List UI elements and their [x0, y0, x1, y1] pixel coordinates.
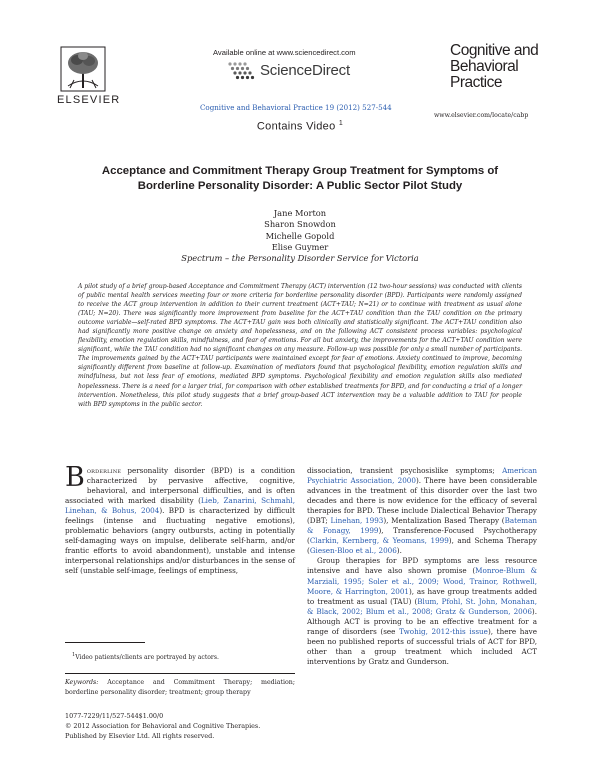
- footnote-divider: [65, 642, 145, 643]
- footnote-text: Video patients/clients are portrayed by actors.: [75, 654, 219, 662]
- smallcaps-text: orderline: [86, 466, 122, 475]
- body-paragraph: [307, 466, 537, 556]
- elsevier-wordmark: ELSEVIER: [57, 94, 121, 106]
- author-name: Michelle Gopold: [265, 230, 335, 241]
- journal-logo-line-2: Behavioral: [450, 58, 519, 75]
- body-text: personality disorder (BPD) is a condition characterized by pervasive affective, cognitive, behavioral, and interpersonal difficulties, and is often associated with marked disability (: [65, 466, 295, 506]
- citation-link[interactable]: Clarkin, Kernberg, & Yeomans, 1999: [309, 536, 449, 546]
- body-column-left: [65, 462, 296, 577]
- sciencedirect-logo[interactable]: [226, 60, 350, 80]
- citation-link[interactable]: Monroe-Blum & Marziali, 1995; Soler et al., 2009; Wood, Trainor, Rothwell, Moore, & Harrington, 2001: [307, 566, 538, 596]
- body-paragraph: [307, 556, 537, 667]
- citation-link[interactable]: Giesen-Bloo et al., 2006: [309, 546, 397, 556]
- copyright-line: 1077-7229/11/527-544$1.00/0: [65, 712, 164, 720]
- journal-reference-link[interactable]: Cognitive and Behavioral Practice 19 (2012) 527-544: [200, 103, 392, 112]
- copyright-line: Published by Elsevier Ltd. All rights reserved.: [65, 732, 215, 741]
- author-name: Sharon Snowdon: [264, 219, 336, 230]
- body-text: ), and Schema Therapy (: [307, 536, 537, 556]
- footnote: [72, 652, 219, 661]
- keywords-label: Keywords:: [65, 679, 99, 686]
- journal-logo-line-3: Practice: [450, 74, 502, 91]
- sciencedirect-name: ScienceDirect: [260, 61, 350, 79]
- journal-logo-line-1: Cognitive and: [450, 42, 539, 59]
- keywords: [65, 678, 295, 697]
- journal-logo: [450, 43, 546, 91]
- citation-link[interactable]: Linehan, 1993: [330, 516, 384, 526]
- sciencedirect-dots-icon: [226, 60, 256, 80]
- body-text: Group therapies for BPD symptoms are less resource intensive and have also shown promise (: [307, 556, 537, 576]
- copyright-line: © 2012 Association for Behavioral and Cognitive Therapies.: [65, 722, 261, 731]
- article-title: [90, 164, 510, 194]
- body-column-right: [307, 466, 537, 667]
- body-text: ). BPD is characterized by difficult feelings (intense and fluctuating negative emotions), problematic behaviors (angry outbursts, acting in potentially self-damaging ways on impulse, deliberate self-harm, and/or frantic efforts to avoid abandonment), unstable and intense interpersonal relationships and/or disturbances in the sense of self (unstable self-image, feelings of emptiness,: [65, 506, 295, 576]
- body-text: ).: [396, 546, 402, 556]
- keywords-divider: [65, 673, 295, 674]
- author-list: [0, 208, 600, 264]
- available-online-text: Available online at www.sciencedirect.com: [213, 48, 356, 57]
- keywords-text: Acceptance and Commitment Therapy; mediation; borderline personality disorder; treatment; group therapy: [65, 679, 295, 696]
- body-text: ). Although ACT is proving to be an effective treatment for a range of disorders (see: [307, 606, 537, 636]
- article-title-line-1: Acceptance and Commitment Therapy Group Treatment for Symptoms of: [101, 165, 499, 177]
- body-text: dissociation, transient psychosislike symptoms;: [307, 466, 503, 475]
- journal-url[interactable]: www.elsevier.com/locate/cabp: [434, 112, 529, 119]
- body-text: ), Mentalization Based Therapy (: [383, 516, 505, 526]
- citation-link[interactable]: Blum, Pfohl, St. John, Monahan, & Black, 2002; Blum et al., 2008; Gratz & Gunderson, 2006: [307, 596, 537, 616]
- body-text: ), as have group treatments added to treatment as usual (TAU) (: [307, 586, 537, 606]
- copyright-block: [65, 711, 295, 741]
- abstract: A pilot study of a brief group-based Acceptance and Commitment Therapy (ACT) intervention (12 two-hour sessions) was conducted with clients of public mental health services meeting four or more criteria for borderline personality disorder (BPD). Participants were randomly assigned to receive the ACT group intervention in addition to their current treatment (ACT+TAU; N=21) or to continue with treatment as usual alone (TAU; N=20). There was significantly more improvement from baseline for the ACT+TAU condition than the TAU condition on the primary outcome variable—self-rated BPD symptoms. The ACT+TAU gain was both clinically and statistically significant. The ACT+TAU condition also had significantly more positive change on anxiety and hopelessness, and on the following ACT consistent process variables: psychological flexibility, emotion regulation skills, mindfulness, and fear of emotions. For all but anxiety, the improvements for the ACT+TAU condition were significant, while the TAU condition had no significant changes on any measure. Follow-up was possible for only a small number of participants. The improvements gained by the ACT+TAU participants were maintained except for fear of emotions. Anxiety continued to improve, becoming significantly different from baseline at follow-up. Examination of mediators found that psychological flexibility, emotion regulation skills and mindfulness, but not less fear of emotions, mediated BPD symptoms. Psychological flexibility and emotion regulation skills also mediated hopelessness. There is a need for a larger trial, for comparison with other established treatments for BPD, and for conducting a trial of a longer intervention. Nonetheless, this pilot study suggests that a brief group-based ACT intervention may be a valuable addition to TAU for people with BPD symptoms in the public sector.: [78, 283, 522, 408]
- author-affiliation: Spectrum – the Personality Disorder Service for Victoria: [181, 253, 419, 264]
- author-name: Elise Guymer: [271, 241, 329, 252]
- contains-video-text: Contains Video: [256, 120, 336, 133]
- citation-link[interactable]: Lieb, Zanarini, Schmahl, Linehan, & Bohus, 2004: [65, 496, 296, 516]
- footnote-marker: 1: [72, 652, 76, 658]
- body-paragraph: [65, 462, 296, 577]
- citation-link[interactable]: Twohig, 2012-this issue: [399, 626, 488, 636]
- body-text: ). There have been considerable advances in the treatment of this disorder over the last two decades and there is now evidence for the efficacy of several therapies for BPD. These include Dialectical Behavior Therapy (DBT;: [307, 476, 537, 526]
- body-text: ), Transference-Focused Psychotherapy (: [307, 526, 537, 546]
- author-name: Jane Morton: [273, 208, 327, 218]
- body-text: ), there have been no published reports of successful trials of ACT for BPD, other than a group treatment which included ACT interventions by Gratz and Gunderson.: [307, 626, 537, 666]
- article-title-line-2: Borderline Personality Disorder: A Public Sector Pilot Study: [137, 180, 463, 192]
- contains-video-label: [0, 120, 600, 133]
- elsevier-tree-logo-icon: [60, 46, 106, 92]
- contains-video-marker: 1: [338, 120, 344, 127]
- citation-link[interactable]: Bateman & Fonagy, 1999: [307, 516, 538, 536]
- drop-cap: B: [65, 462, 85, 493]
- citation-link[interactable]: American Psychiatric Association, 2000: [307, 466, 537, 486]
